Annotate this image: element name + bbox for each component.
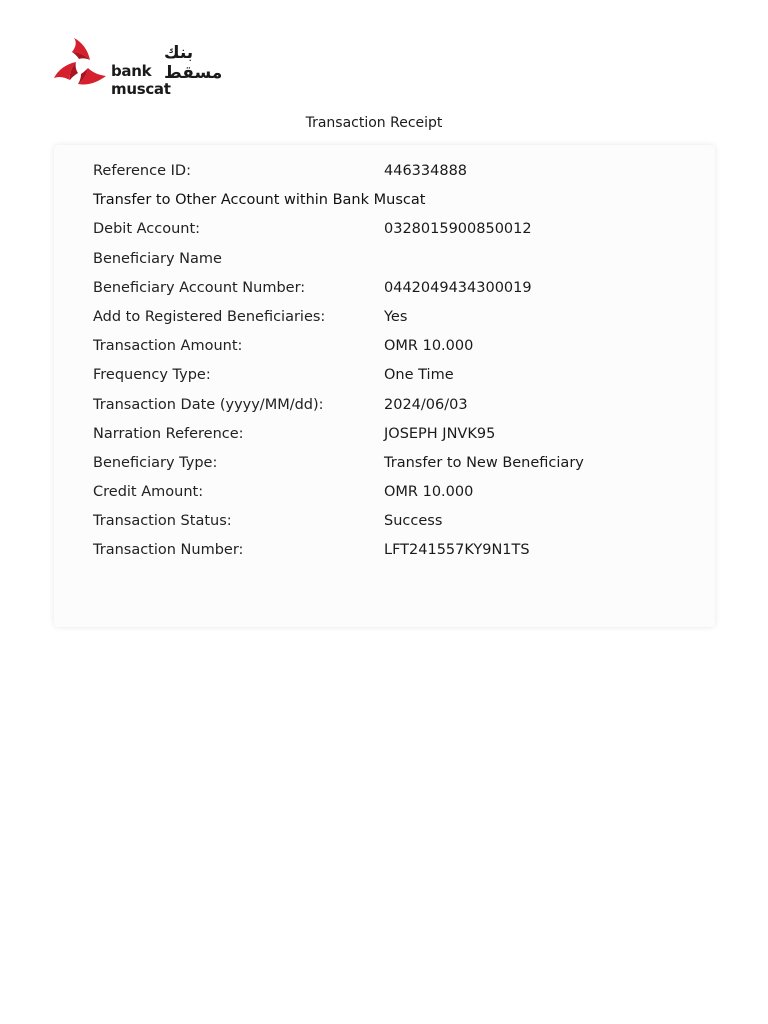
receipt-row-transaction-date — [93, 391, 693, 420]
receipt-row-transaction-number — [93, 536, 693, 565]
bank-logo — [52, 36, 223, 98]
receipt-value: 0442049434300019 — [384, 279, 532, 296]
receipt-value: JOSEPH JNVK95 — [384, 425, 496, 442]
receipt-value: 446334888 — [384, 163, 468, 179]
receipt-row-add-registered — [93, 303, 693, 332]
receipt-row-reference-id — [93, 157, 693, 186]
receipt-label: Transaction Number: — [93, 542, 244, 559]
receipt-label: Transaction Status: — [93, 513, 232, 530]
receipt-label: Frequency Type: — [93, 367, 211, 384]
receipt-label: Beneficiary Account Number: — [93, 279, 306, 296]
receipt-row-beneficiary-type — [93, 449, 693, 478]
brand-name-english: bank muscat — [111, 62, 171, 98]
receipt-label: Transaction Date (yyyy/MM/dd): — [93, 396, 324, 413]
receipt-value: OMR 10.000 — [384, 484, 474, 501]
receipt-value: 0328015900850012 — [384, 221, 532, 238]
receipt-label: Debit Account: — [93, 221, 201, 238]
receipt-value: LFT241557KY9N1TS — [384, 542, 530, 559]
receipt-label: Beneficiary Type: — [93, 454, 218, 471]
receipt-label: Beneficiary Name — [93, 250, 222, 267]
receipt-label: Narration Reference: — [93, 425, 244, 442]
receipt-row-transaction-status — [93, 507, 693, 536]
receipt-value: Transfer to New Beneficiary — [384, 454, 584, 471]
receipt-row-transaction-amount — [93, 332, 693, 361]
bank-muscat-logo-icon — [52, 36, 108, 90]
receipt-value: OMR 10.000 — [384, 338, 474, 355]
receipt-value: One Time — [384, 367, 454, 384]
receipt-row-transfer-type — [93, 186, 693, 215]
receipt-row-frequency-type — [93, 361, 693, 390]
brand-name-arabic: بنك مسقط — [164, 43, 223, 83]
status-value: Success — [384, 513, 443, 530]
receipt-row-beneficiary-account — [93, 274, 693, 303]
receipt-label: Add to Registered Beneficiaries: — [93, 308, 326, 325]
receipt-details — [93, 157, 693, 566]
receipt-row-narration-reference — [93, 420, 693, 449]
receipt-label: Reference ID: — [93, 163, 191, 179]
receipt-section-heading: Transfer to Other Account within Bank Muscat — [93, 192, 426, 209]
receipt-label: Transaction Amount: — [93, 338, 243, 355]
receipt-value: 2024/06/03 — [384, 396, 468, 413]
receipt-value: Yes — [384, 308, 408, 325]
receipt-row-credit-amount — [93, 478, 693, 507]
receipt-row-debit-account — [93, 215, 693, 244]
receipt-label: Credit Amount: — [93, 484, 204, 501]
receipt-card — [54, 145, 715, 627]
receipt-row-beneficiary-name — [93, 245, 693, 274]
page-title: Transaction Receipt — [305, 115, 443, 131]
